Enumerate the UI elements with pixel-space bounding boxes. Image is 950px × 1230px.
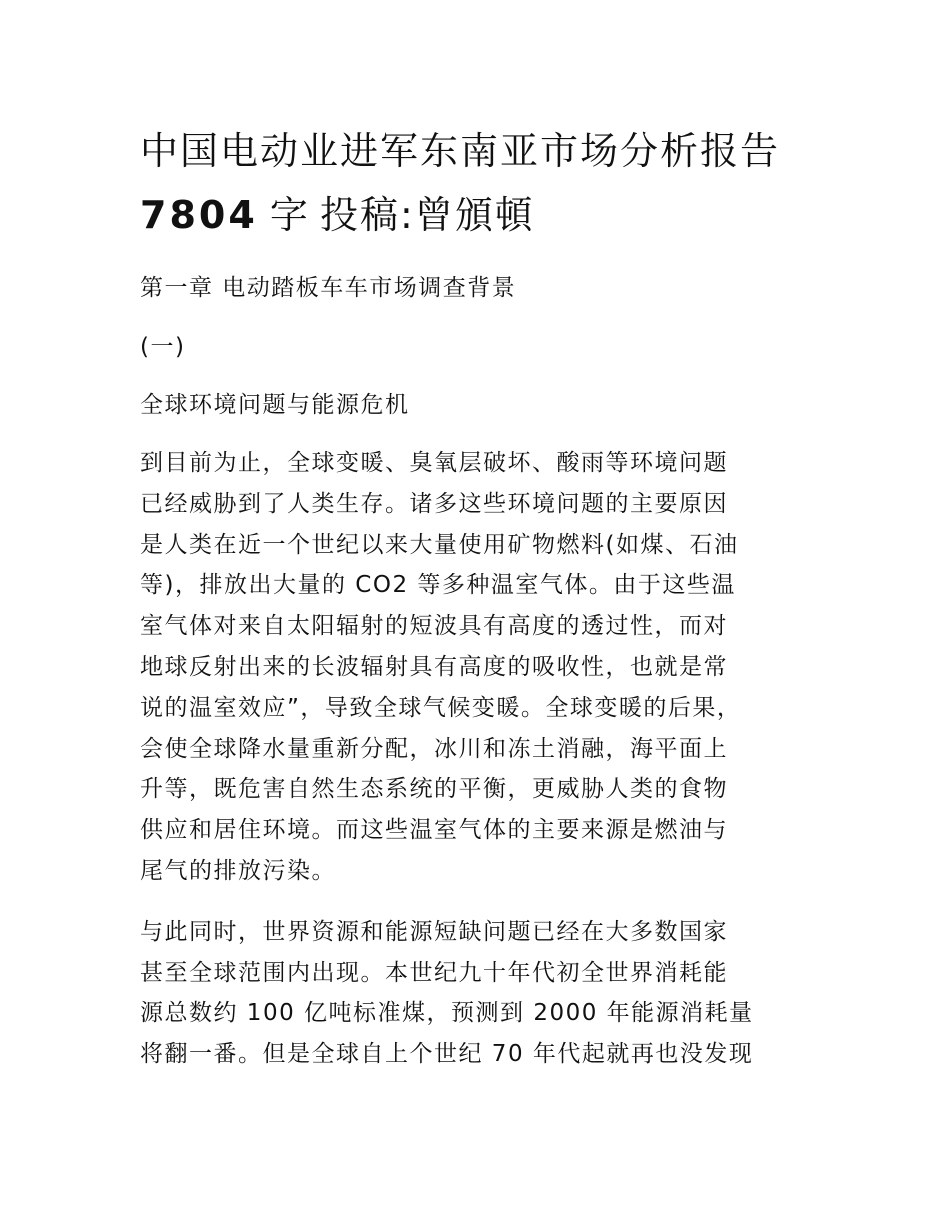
document-page — [140, 120, 820, 1075]
paragraph-line: 是人类在近一个世纪以来大量使用矿物燃料(如煤、石油 — [140, 531, 739, 558]
paragraph-line: 源总数约 100 亿吨标准煤，预测到 2000 年能源消耗量 — [140, 1000, 754, 1027]
sub-number: (一) — [140, 334, 186, 360]
paragraph-line: 室气体对来自太阳辐射的短波具有高度的透过性，而对 — [140, 613, 728, 640]
document-meta — [140, 184, 820, 246]
paragraph-line: 地球反射出来的长波辐射具有高度的吸收性，也就是常 — [140, 653, 728, 680]
paragraph-line: 与此同时，世界资源和能源短缺问题已经在大多数国家 — [140, 918, 728, 945]
section-title: 全球环境问题与能源危机 — [140, 392, 410, 418]
paragraph-2 — [140, 912, 820, 1075]
paragraph-line: 将翻一番。但是全球自上个世纪 70 年代起就再也没发现 — [140, 1041, 754, 1068]
paragraph-line: 已经威胁到了人类生存。诸多这些环境问题的主要原因 — [140, 490, 728, 517]
paragraph-line: 会使全球降水量重新分配，冰川和冻土消融，海平面上 — [140, 735, 728, 762]
author-label: 投稿:曾頒頓 — [319, 193, 535, 237]
word-unit: 字 — [269, 193, 308, 237]
paragraph-1 — [140, 443, 820, 892]
paragraph-line: 等)，排放出大量的 CO2 等多种温室气体。由于这些温 — [140, 572, 736, 599]
paragraph-line: 尾气的排放污染。 — [140, 857, 336, 884]
paragraph-line: 升等，既危害自然生态系统的平衡，更威胁人类的食物 — [140, 776, 728, 803]
document-title: 中国电动业进军东南亚市场分析报告 — [140, 129, 781, 173]
chapter-heading: 第一章 电动踏板车车市场调查背景 — [140, 275, 517, 301]
paragraph-line: 说的温室效应”，导致全球气候变暖。全球变暖的后果， — [140, 694, 742, 721]
paragraph-line: 甚至全球范围内出现。本世纪九十年代初全世界消耗能 — [140, 959, 728, 986]
paragraph-line: 到目前为止，全球变暖、臭氧层破坏、酸雨等环境问题 — [140, 450, 728, 476]
word-count: 7804 — [140, 193, 258, 237]
paragraph-line: 供应和居住环境。而这些温室气体的主要来源是燃油与 — [140, 817, 728, 844]
